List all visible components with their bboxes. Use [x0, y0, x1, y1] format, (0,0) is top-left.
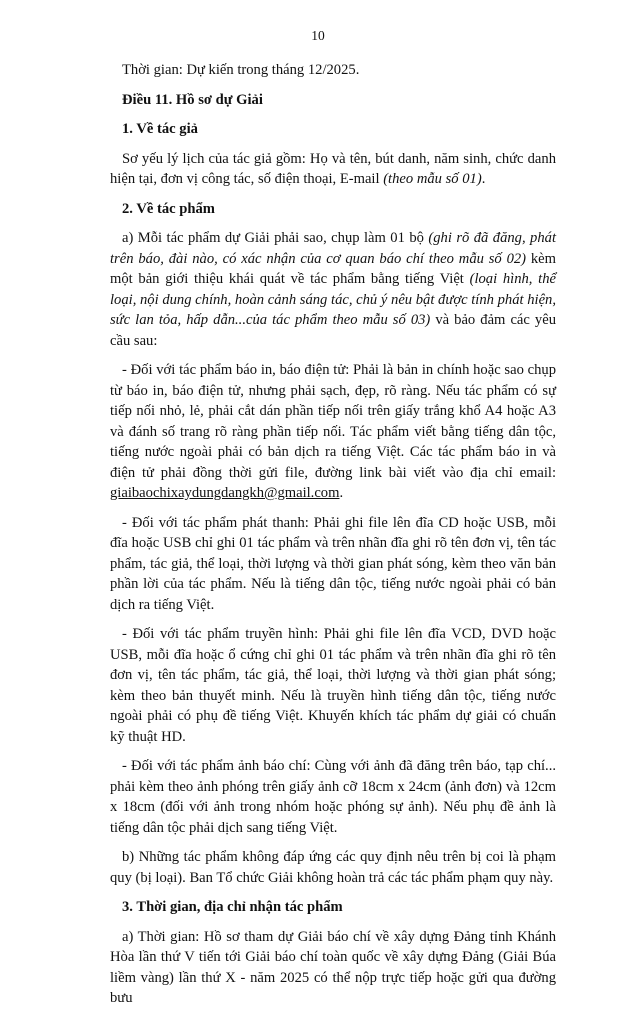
article-title: Điều 11. Hồ sơ dự Giải — [122, 91, 263, 108]
radio-works-paragraph: - Đối với tác phẩm phát thanh: Phải ghi file lên đĩa CD hoặc USB, mỗi đĩa hoặc USB chỉ ghi 01 tác phẩm và trên nhãn đĩa ghi rõ tên đơn vị, tên tác phẩm, tác giả, thể loại, thời lượng và thời gian phát sóng, kèm theo văn bản phần lời của tác phẩm. Nếu là tiếng dân tộc, tiếng nước ngoài phải có bản dịch ra tiếng Việt. — [110, 514, 556, 613]
section-3-para-a: a) Thời gian: Hồ sơ tham dự Giải báo chí về xây dựng Đảng tỉnh Khánh Hòa lần thứ V tiến tới Giải báo chí toàn quốc về xây dựng Đảng (Giải Búa liềm vàng) lần thứ X - năm 2025 có thể nộp trực tiếp hoặc gửi qua đường bưu — [110, 928, 556, 1006]
section-2-para-a: a) Mỗi tác phẩm dự Giải phải sao, chụp làm 01 bộ (ghi rõ đã đăng, phát trên báo, đài nào, có xác nhận của cơ quan báo chí theo mẫu số 02) kèm một bản giới thiệu khái quát về tác phẩm bằng tiếng Việt (loại hình, thể loại, nội dung chính, hoàn cảnh sáng tác, chủ ý nêu bật được tính phát hiện, sức lan tỏa, hấp dẫn...của tác phẩm theo mẫu số 03) và bảo đảm các yêu cầu sau: — [110, 230, 556, 349]
photo-works-paragraph: - Đối với tác phẩm ảnh báo chí: Cùng với ảnh đã đăng trên báo, tạp chí... phải kèm theo ảnh phóng trên giấy ảnh cỡ 18cm x 24cm (ảnh đơn) và 12cm x 18cm (đối với ảnh trong nhóm hoặc phóng sự ảnh). Nếu phụ đề ảnh là tiếng dân tộc phải dịch sang tiếng Việt. — [110, 758, 556, 836]
section-2-para-b: b) Những tác phẩm không đáp ứng các quy định nêu trên bị coi là phạm quy (bị loại). Ban Tổ chức Giải không hoàn trả các tác phẩm phạm quy này. — [110, 849, 556, 886]
television-works-paragraph: - Đối với tác phẩm truyền hình: Phải ghi file lên đĩa VCD, DVD hoặc USB, mỗi đĩa hoặc ổ cứng chỉ ghi 01 tác phẩm và trên nhãn đĩa ghi rõ tên đơn vị, tên tác phẩm, tác giả, thể loại, thời lượng và thời gian phát sóng; kèm theo bản thuyết minh. Nếu là truyền hình tiếng dân tộc, tiếng nước ngoài phải có phụ đề tiếng Việt. Khuyến khích tác phẩm dự giải có chuẩn kỹ thuật HD. — [110, 626, 556, 745]
document-body — [110, 60, 556, 1009]
section-1-title: 1. Về tác giả — [122, 121, 198, 137]
email-link[interactable]: giaibaochixaydungdangkh@gmail.com — [110, 485, 340, 501]
page-number: 10 — [311, 28, 325, 43]
form-reference: (theo mẫu số 01) — [383, 171, 482, 187]
section-1-text: Sơ yếu lý lịch của tác giả gồm: Họ và tên, bút danh, năm sinh, chức danh hiện tại, đơn vị công tác, số điện thoại, E-mail (theo mẫu số 01). — [110, 150, 556, 187]
print-online-works-paragraph: - Đối với tác phẩm báo in, báo điện tử: Phải là bản in chính hoặc sao chụp từ báo in, báo điện tử, nhưng phải sạch, đẹp, rõ ràng. Nếu tác phẩm có sự tiếp nối nhỏ, lẻ, phải cắt dán phần tiếp nối trên giấy trắng khổ A4 hoặc A3 và đánh số trang rõ ràng phần tiếp nối. Tác phẩm viết bằng tiếng dân tộc, tiếng nước ngoài phải có bản dịch ra tiếng Việt. Các tác phẩm báo in và điện tử phải đồng thời gửi file, đường link bài viết vào địa chỉ email: giaibaochixaydungdangkh@gmail.com. — [110, 362, 556, 501]
section-2-title: 2. Về tác phẩm — [122, 200, 215, 217]
time-line: Thời gian: Dự kiến trong tháng 12/2025. — [122, 62, 360, 78]
section-3-title: 3. Thời gian, địa chỉ nhận tác phẩm — [122, 899, 343, 915]
